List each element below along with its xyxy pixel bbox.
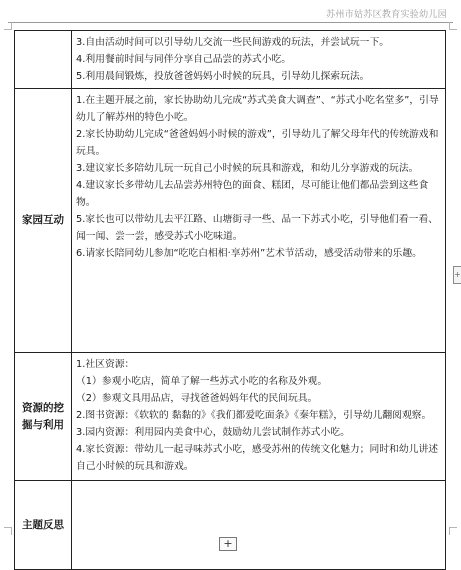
home-school-content-cell[interactable] — [72, 89, 446, 353]
home-school-item: 6.请家长陪同幼儿参加“吃吃白相相·享苏州”艺术节活动，感受活动带来的乐趣。 — [76, 248, 422, 259]
resources-label: 资源的挖掘与利用 — [15, 353, 72, 481]
table-row-activities — [15, 31, 446, 89]
corner-mark-top-right — [449, 22, 457, 30]
reflection-label: 主题反思 — [15, 481, 72, 570]
header-school-name: 苏州市姑苏区教育实验幼儿园 — [326, 10, 447, 20]
add-row-button[interactable]: + — [219, 537, 237, 551]
activity-item: 3.自由活动时间可以引导幼儿交流一些民间游戏的玩法，并尝试玩一下。 — [76, 37, 390, 48]
resource-item: 2.图书资源：《软软的 黏黏的》《我们都爱吃面条》《秦年糕》，引导幼儿翻阅观察。 — [76, 410, 432, 421]
corner-mark-bottom-right — [449, 527, 457, 535]
corner-mark-top-left — [4, 22, 12, 30]
activity-item: 4.利用餐前时间与同伴分享自己品尝的苏式小吃。 — [76, 54, 292, 65]
resources-content-cell[interactable] — [72, 353, 446, 481]
resource-item: 1.社区资源： — [76, 359, 135, 370]
activity-item: 5.利用晨间锻炼，投放爸爸妈妈小时候的玩具，引导幼儿探索玩法。 — [76, 71, 370, 82]
activities-label-cell — [15, 31, 72, 89]
activities-content-cell[interactable] — [72, 31, 446, 89]
plan-table — [14, 30, 446, 570]
resource-item: 3.园内资源：利用园内美食中心，鼓励幼儿尝试制作苏式小吃。 — [76, 427, 350, 438]
resource-item: 4.家长资源：带幼儿一起寻味苏式小吃，感受苏州的传统文化魅力；同时和幼儿讲述自己小时候的玩具和游戏。 — [76, 444, 439, 472]
table-side-handle-icon[interactable]: + — [453, 266, 461, 284]
resource-item: （1）参观小吃店，简单了解一些苏式小吃的名称及外观。 — [76, 376, 328, 387]
home-school-label: 家园互动 — [15, 89, 72, 353]
reflection-content-cell[interactable] — [72, 481, 446, 570]
home-school-item: 3.建议家长多陪幼儿玩一玩自己小时候的玩具和游戏，和幼儿分享游戏的玩法。 — [76, 163, 419, 174]
home-school-item: 4.建议家长多带幼儿去品尝苏州特色的面食、糕团，尽可能让他们都品尝到这些食物。 — [76, 180, 429, 208]
resource-item: （2）参观文具用品店，寻找爸爸妈妈年代的民间玩具。 — [76, 393, 318, 404]
home-school-item: 5.家长也可以带幼儿去平江路、山塘街寻一些、品一下苏式小吃，引导他们看一看、闻一闻、尝一尝，感受苏式小吃味道。 — [76, 214, 439, 242]
table-row-reflection — [15, 481, 446, 570]
header-divider — [8, 22, 453, 23]
table-row-home-school — [15, 89, 446, 353]
corner-mark-bottom-left — [4, 527, 12, 535]
home-school-item: 2.家长协助幼儿完成“爸爸妈妈小时候的游戏”，引导幼儿了解父母年代的传统游戏和玩具。 — [76, 129, 439, 157]
table-row-resources — [15, 353, 446, 481]
home-school-item: 1.在主题开展之前，家长协助幼儿完成“苏式美食大调查”、“苏式小吃名堂多”，引导幼儿了解苏州的特色小吃。 — [76, 95, 439, 123]
